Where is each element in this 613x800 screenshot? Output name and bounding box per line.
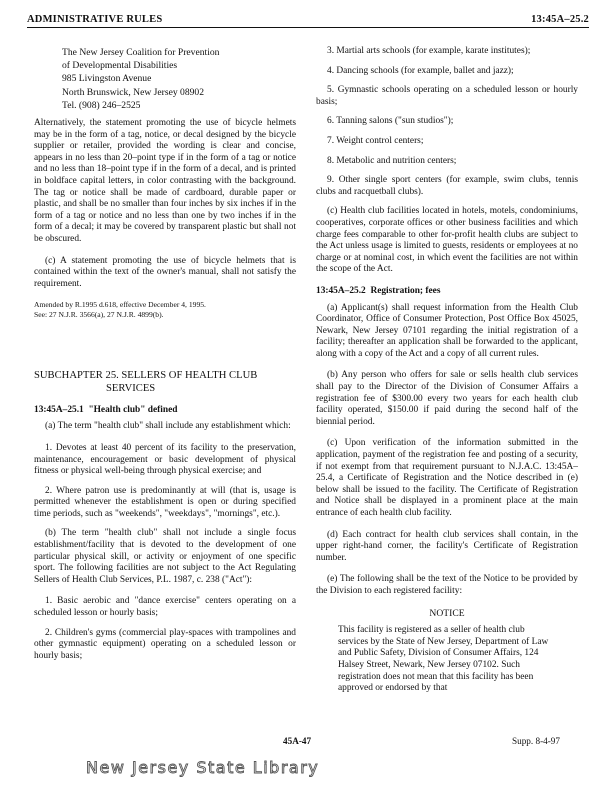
subchapter-title <box>34 369 296 395</box>
list-item: 2. Children's gyms (commercial play-spaces with trampolines and other gymnastic equipment) operating on a scheduled lesson or hourly basis; <box>34 627 296 661</box>
left-column <box>34 46 296 670</box>
paragraph-d: (d) Each contract for health club services shall contain, in the upper right-hand corner, the facility's Certificate of Registration number. <box>316 529 578 563</box>
running-header <box>27 14 589 28</box>
coalition-address <box>62 46 296 112</box>
paragraph-b: (b) The term "health club" shall not include a single focus establishment/facility that is devoted to the development of one particular physical skill, or activity or enjoyment of one specific sport. The following facilities are not subject to the Act Regulating Sellers of Health Club Services, P.L. 1987, c. 238 ("Act"): <box>34 528 296 585</box>
list-item: 9. Other single sport centers (for example, swim clubs, tennis clubs and racquetball clubs). <box>316 175 578 197</box>
address-line: North Brunswick, New Jersey 08902 <box>62 86 205 98</box>
list-item: 4. Dancing schools (for example, ballet and jazz); <box>327 65 514 76</box>
paragraph-alternatively: Alternatively, the statement promoting the use of bicycle helmets may be in the form of a tag, notice, or decal designed by the bicycle supplier or retailer, provided the wording is clear and concise, appears in no less than 20–point type if in the form of a tag or notice and no less than 18–point type if in the form of a decal, and is printed in boldface capital letters, in color contrasting with the background. The tag or notice shall be made of cardboard, durable paper or plastic, and shall be no smaller than four inches by six inches if in the form of a tag or notice and no less than one by two inches if in the form of a decal; it may be covered by transparent plastic but shall not be obscured. <box>34 118 296 244</box>
list-item: 3. Martial arts schools (for example, karate institutes); <box>327 46 531 56</box>
paragraph-c: (c) Health club facilities located in hotels, motels, condominiums, cooperatives, corporate offices or other business facilities and which charge fees comparable to other for-profit health clubs are subject to the Act unless usage is limited to guests, residents or employees at no charge or at nominal cost, in which event the facilities are not within the scope of the Act. <box>316 206 578 275</box>
right-column <box>316 46 578 695</box>
address-line: of Developmental Disabilities <box>62 60 178 72</box>
address-line: Tel. (908) 246–2525 <box>62 99 141 111</box>
notice-heading: NOTICE <box>429 607 465 619</box>
list-item: 6. Tanning salons ("sun studios"); <box>327 116 454 127</box>
list-item: 2. Where patron use is predominantly at will (that is, usage is permitted whenever the establishment is open or during specified time periods, such as "weekends", "weekdays", "mornings", etc.). <box>34 485 296 519</box>
supplement-date: Supp. 8-4-97 <box>512 736 560 746</box>
paragraph-c: (c) A statement promoting the use of bicycle helmets that is contained within the text of the owner's manual, shall not satisfy the requirement. <box>34 255 296 289</box>
amendment-line: See: 27 N.J.R. 3566(a), 27 N.J.R. 4899(b). <box>34 309 164 319</box>
paragraph-c: (c) Upon verification of the information submitted in the application, payment of the registration fee and posting of a security, if not exempt from that requirement pursuant to N.J.A.C. 13:45A–25.4, a Certificate of Registration and the Notice described in (e) below shall be issued to the facility. The Certificate of Registration and Notice shall be displayed in a prominent place at the main entrance of each health club facility. <box>316 438 578 518</box>
paragraph-a: (a) Applicant(s) shall request information from the Health Club Coordinator, Office of Consumer Protection, Post Office Box 45025, Newark, New Jersey 07101 regarding the initial registration of a facility; thereafter an application shall be forwarded to the applicant, along with a copy of the Act and a copy of all current rules. <box>316 302 578 359</box>
address-line: The New Jersey Coalition for Prevention <box>62 47 220 58</box>
header-title: ADMINISTRATIVE RULES <box>27 14 163 25</box>
address-line: 985 Livingston Avenue <box>62 73 152 85</box>
notice-text: This facility is registered as a seller of health club services by the State of New Jersey, Department of Law and Public Safety, Division of Consumer Affairs, 124 Halsey Street, Newark, New Jersey 07102. Such registration does not mean that this facility has been approved or endorsed by that <box>338 625 549 694</box>
amendment-note <box>34 300 296 318</box>
library-watermark: New Jersey State Library <box>86 758 320 777</box>
section-title: "Health club" defined <box>88 404 178 415</box>
list-item: 5. Gymnastic schools operating on a scheduled lesson or hourly basis; <box>316 85 578 107</box>
section-heading <box>34 405 296 417</box>
page-number: 45A-47 <box>283 736 312 746</box>
paragraph-a: (a) The term "health club" shall include any establishment which: <box>45 421 291 432</box>
amendment-line: Amended by R.1995 d.618, effective December 4, 1995. <box>34 300 206 310</box>
list-item: 1. Basic aerobic and "dance exercise" centers operating on a scheduled lesson or hourly basis; <box>34 596 296 619</box>
section-number: 13:45A–25.2 <box>316 285 366 296</box>
subchapter-line: SUBCHAPTER 25. SELLERS OF HEALTH CLUB <box>34 369 258 381</box>
subchapter-line: SERVICES <box>106 382 156 394</box>
header-section: 13:45A–25.2 <box>531 14 589 25</box>
list-item: 7. Weight control centers; <box>327 135 424 146</box>
list-item: 8. Metabolic and nutrition centers; <box>327 155 457 166</box>
list-item: 1. Devotes at least 40 percent of its facility to the preservation, maintenance, encouragement or basic development of physical fitness or physical well-being through physical exercise; and <box>34 442 296 477</box>
paragraph-e: (e) The following shall be the text of the Notice to be provided by the Division to each registered facility: <box>316 574 578 596</box>
section-heading <box>316 286 578 298</box>
paragraph-b: (b) Any person who offers for sale or sells health club services shall pay to the Director of the Division of Consumer Affairs a registration fee of $300.00 every two years for each health club facility operated, $150.00 if paid during the second half of the biennial period. <box>316 370 578 427</box>
section-title: Registration; fees <box>370 285 441 296</box>
section-number: 13:45A–25.1 <box>34 404 84 415</box>
